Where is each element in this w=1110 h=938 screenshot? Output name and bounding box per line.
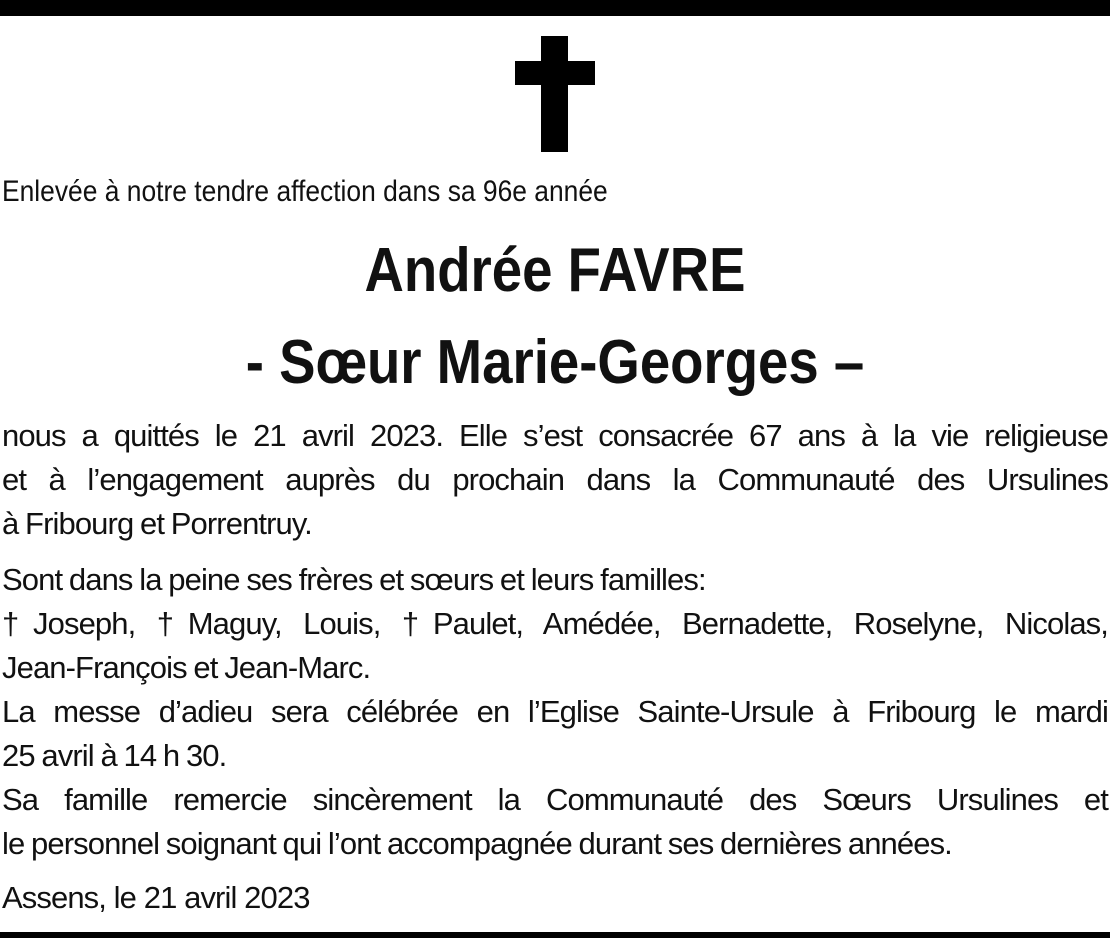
family-line: Jean-François et Jean-Marc. — [2, 650, 371, 685]
family-paragraph — [2, 558, 1108, 866]
intro-text: Enlevée à notre tendre affection dans sa 96e année — [2, 175, 608, 208]
thanks-line: Sa famille remercie sincèrement la Communauté des Sœurs Ursulines et — [2, 782, 1108, 817]
family-line: Sont dans la peine ses frères et sœurs et leurs familles: — [2, 562, 706, 597]
thanks-line: le personnel soignant qui l’ont accompagnée durant ses dernières années. — [2, 826, 952, 861]
top-border — [0, 0, 1110, 16]
announcement-line: et à l’engagement auprès du prochain dans la Communauté des Ursulines — [2, 462, 1108, 497]
cross-vertical-bar — [541, 36, 568, 152]
cross-icon — [515, 36, 595, 152]
announcement-line: à Fribourg et Porrentruy. — [2, 506, 312, 541]
family-line: †Joseph, †Maguy, Louis, †Paulet, Amédée, Bernadette, Roselyne, Nicolas, — [2, 606, 1108, 641]
cross-horizontal-bar — [515, 61, 595, 85]
mass-line: 25 avril à 14 h 30. — [2, 738, 227, 773]
announcement-paragraph — [2, 414, 1108, 546]
place-date: Assens, le 21 avril 2023 — [2, 880, 310, 915]
bottom-border — [0, 932, 1110, 938]
announcement-line: nous a quittés le 21 avril 2023. Elle s’est consacrée 67 ans à la vie religieuse — [2, 418, 1108, 453]
deceased-name: Andrée FAVRE — [364, 236, 746, 305]
religious-name: - Sœur Marie-Georges – — [245, 328, 865, 397]
mass-line: La messe d’adieu sera célébrée en l’Eglise Sainte-Ursule à Fribourg le mardi — [2, 694, 1108, 729]
